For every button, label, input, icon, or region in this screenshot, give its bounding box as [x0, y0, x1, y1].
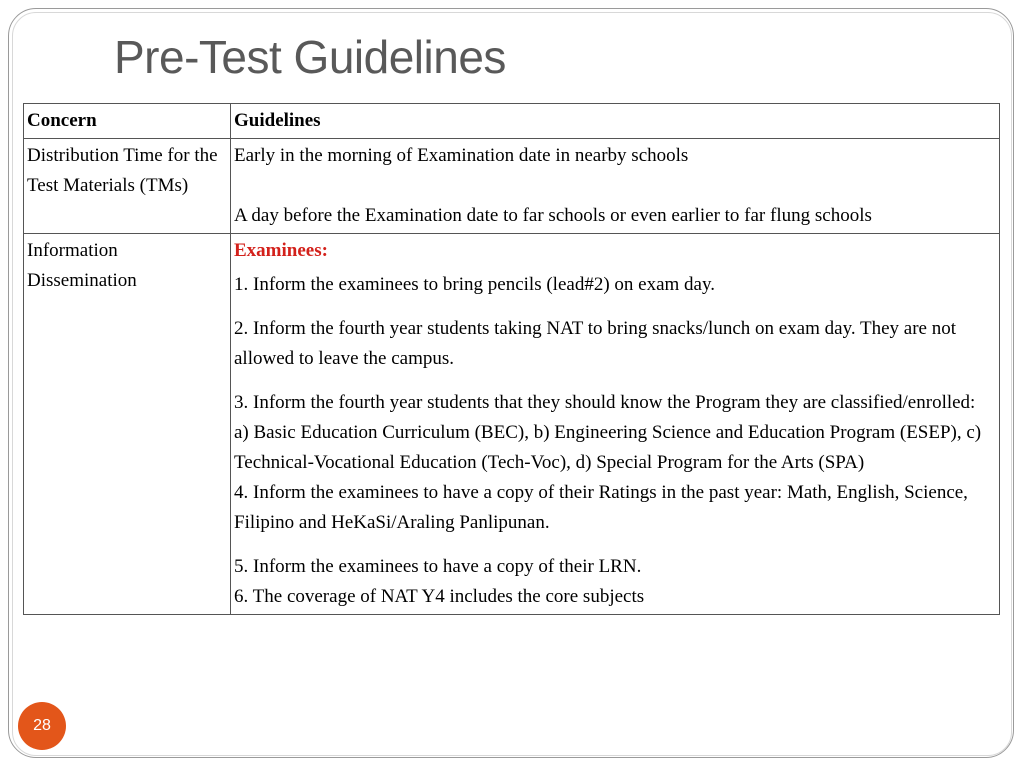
concern-cell: Information Dissemination — [24, 234, 231, 615]
guideline-text: 4. Inform the examinees to have a copy of their Ratings in the past year: Math, English, Science, Filipino and HeKaSi/Araling Panlipunan. — [234, 482, 968, 533]
guideline-text: a) Basic Education Curriculum (BEC), b) Engineering Science and Education Program (ESEP), c) Technical-Vocational Education (Tech-Voc), d) Special Program for the Arts (SPA) — [234, 422, 982, 473]
guideline-text: 3. Inform the fourth year students that they should know the Program they are classified/enrolled: — [234, 392, 976, 413]
guideline-text: Early in the morning of Examination date in nearby schools — [234, 145, 689, 166]
header-guidelines: Guidelines — [231, 104, 1000, 139]
table-row — [24, 234, 1000, 615]
slide-title: Pre-Test Guidelines — [114, 31, 506, 83]
header-concern: Concern — [24, 104, 231, 139]
page-number-badge: 28 — [18, 702, 66, 750]
guidelines-table — [23, 103, 1000, 615]
examinees-heading: Examinees: — [234, 240, 328, 261]
table-row — [24, 139, 1000, 234]
concern-cell: Distribution Time for the Test Materials (TMs) — [24, 139, 231, 234]
guideline-text: A day before the Examination date to far schools or even earlier to far flung schools — [234, 205, 872, 226]
table-header-row — [24, 104, 1000, 139]
guideline-text: 5. Inform the examinees to have a copy of their LRN. — [234, 556, 642, 577]
guideline-text: 6. The coverage of NAT Y4 includes the core subjects — [234, 586, 645, 607]
guideline-text: 2. Inform the fourth year students taking NAT to bring snacks/lunch on exam day. They are not allowed to leave the campus. — [234, 318, 957, 369]
guideline-text: 1. Inform the examinees to bring pencils (lead#2) on exam day. — [234, 274, 716, 295]
guidelines-cell — [231, 139, 1000, 234]
guidelines-cell — [231, 234, 1000, 615]
